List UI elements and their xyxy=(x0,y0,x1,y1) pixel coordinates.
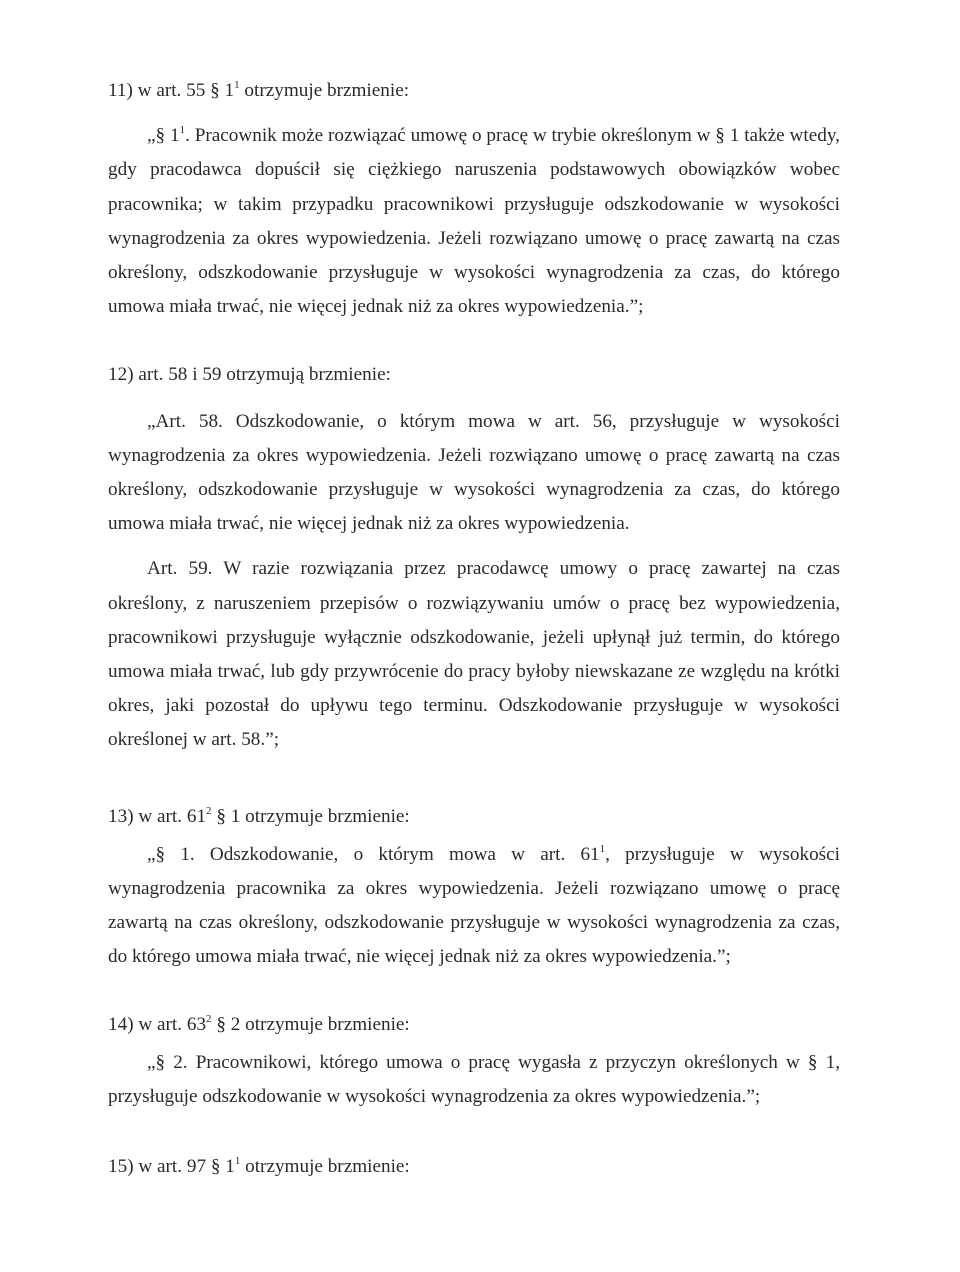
article-59-text: Art. 59. W razie rozwiązania przez pracodawcę umowy o pracę zawartej na czas określony, z naruszeniem przepisów o rozwiązywaniu umów o pracę bez wypowiedzenia, pracownikowi przysługuje wyłącznie odszkodowanie, jeżeli upłynął już termin, do którego umowa miała trwać, lub gdy przywrócenie do pracy byłoby niewskazane ze względu na krótki okres, jaki pozostał do upływu tego terminu. Odszkodowanie przysługuje w wysokości określonej w art. 58.”; xyxy=(108,558,840,751)
quote-start: „§ 1. Odszkodowanie, o którym mowa w art. 61 xyxy=(147,843,600,865)
point-13-heading xyxy=(108,800,840,834)
point-15-heading-tail: otrzymuje brzmienie: xyxy=(240,1156,410,1178)
quote-body: . Pracownik może rozwiązać umowę o pracę w trybie określonym w § 1 także wtedy, gdy pracodawca dopuścił się ciężkiego naruszenia podstawowych obowiązków wobec pracownika; w takim przypadku pracownikowi przysługuje odszkodowanie w wysokości wynagrodzenia za okres wypowiedzenia. Jeżeli rozwiązano umowę o pracę zawartą na czas określony, odszkodowanie przysługuje w wysokości wynagrodzenia za czas, do którego umowa miała trwać, nie więcej jednak niż za okres wypowiedzenia.”; xyxy=(108,125,840,318)
point-12-heading: 12) art. 58 i 59 otrzymują brzmienie: xyxy=(108,364,391,386)
quote-start: „§ 1 xyxy=(147,125,180,147)
point-11-heading xyxy=(108,74,840,108)
point-11-heading-text: 11) w art. 55 § 1 xyxy=(108,80,235,101)
superscript: 2 xyxy=(206,1012,212,1025)
article-58-text: „Art. 58. Odszkodowanie, o którym mowa w art. 56, przysługuje w wysokości wynagrodzenia za okres wypowiedzenia. Jeżeli rozwiązano umowę o pracę zawartą na czas określony, odszkodowanie przysługuje w wysokości wynagrodzenia za czas, do którego umowa miała trwać, nie więcej jednak niż za okres wypowiedzenia. xyxy=(108,410,840,535)
point-14-quote: „§ 2. Pracownikowi, którego umowa o pracę wygasła z przyczyn określonych w § 1, przysługuje odszkodowanie w wysokości wynagrodzenia za okres wypowiedzenia.”; xyxy=(108,1051,840,1108)
document-page xyxy=(108,74,840,1184)
superscript: 1 xyxy=(234,1155,241,1168)
point-13-quote xyxy=(108,838,840,975)
superscript: 1 xyxy=(599,842,606,855)
point-15-heading-text: 15) w art. 97 § 1 xyxy=(108,1156,235,1178)
superscript: 1 xyxy=(179,124,186,137)
quote-body: , przysługuje w wysokości wynagrodzenia pracownika za okres wypowiedzenia. Jeżeli rozwiązano umowę o pracę zawartą na czas określony, odszkodowanie przysługuje w wysokości wynagrodzenia za czas, do którego umowa miała trwać, nie więcej jednak niż za okres wypowiedzenia.”; xyxy=(108,843,840,968)
point-11-quote xyxy=(108,119,840,324)
point-15-heading xyxy=(108,1150,840,1184)
point-11-heading-tail: otrzymuje brzmienie: xyxy=(239,80,410,101)
point-13-heading-text: 13) w art. 61 xyxy=(108,805,207,827)
point-13-heading-tail: § 1 otrzymuje brzmienie: xyxy=(211,805,410,827)
point-14-heading-text: 14) w art. 63 xyxy=(108,1013,207,1035)
point-14-heading xyxy=(108,1008,840,1042)
superscript: 2 xyxy=(206,804,212,817)
point-14-heading-tail: § 2 otrzymuje brzmienie: xyxy=(211,1013,410,1035)
superscript: 1 xyxy=(234,79,240,91)
